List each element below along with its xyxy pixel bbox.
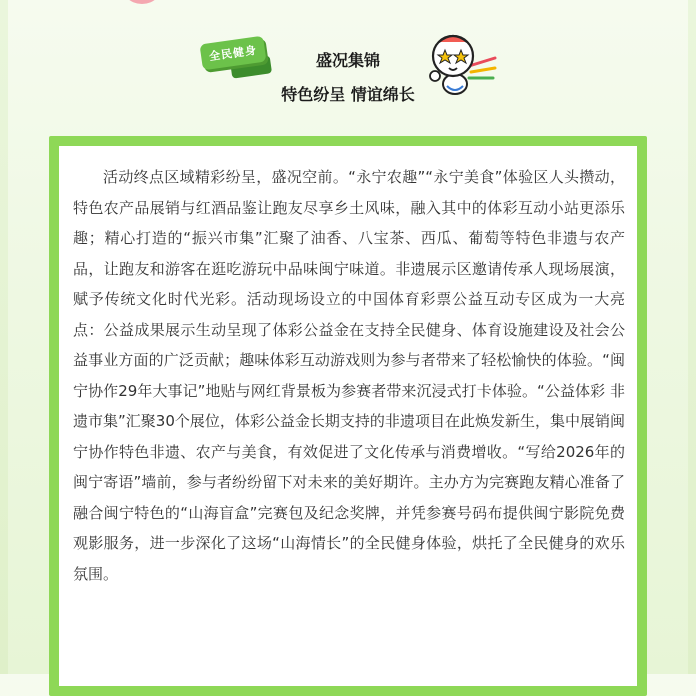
mascot-icon xyxy=(425,28,497,98)
article-paragraph: 活动终点区域精彩纷呈，盛况空前。“永宁农趣”“永宁美食”体验区人头攒动，特色农产品展销与红酒品鉴让跑友尽享乡土风味，融入其中的体彩互动小站更添乐趣；精心打造的“振兴市集”汇聚了油香、八宝茶、西瓜、葡萄等特色非遗与农产品，让跑友和游客在逛吃游玩中品味闽宁味道。非遗展示区邀请传承人现场展演，赋予传统文化时代光彩。活动现场设立的中国体育彩票公益互动专区成为一大亮点：公益成果展示生动呈现了体彩公益金在支持全民健身、体育设施建设及社会公益事业方面的广泛贡献；趣味体彩互动游戏则为参与者带来了轻松愉快的体验。“闽宁协作29年大事记”地贴与网红背景板为参赛者带来沉浸式打卡体验。“公益体彩 非遗市集”汇聚30个展位，体彩公益金长期支持的非遗项目在此焕发新生，集中展销闽宁协作特色非遗、农产与美食，有效促进了文化传承与消费增收。“写给2026年的闽宁寄语”墙前，参与者纷纷留下对未来的美好期许。主办方为完赛跑友精心准备了融合闽宁特色的“山海盲盒”完赛包及纪念奖牌，并凭参赛号码布提供闽宁影院免费观影服务，进一步深化了这场“山海情长”的全民健身体验，烘托了全民健身的欢乐氛围。 xyxy=(73,168,625,583)
section-subtitle: 特色纷呈 情谊绵长 xyxy=(281,85,415,104)
fitness-badge: 全民健身 xyxy=(200,36,267,71)
section-title: 盛况集锦 xyxy=(315,51,380,70)
section-header xyxy=(0,0,696,130)
